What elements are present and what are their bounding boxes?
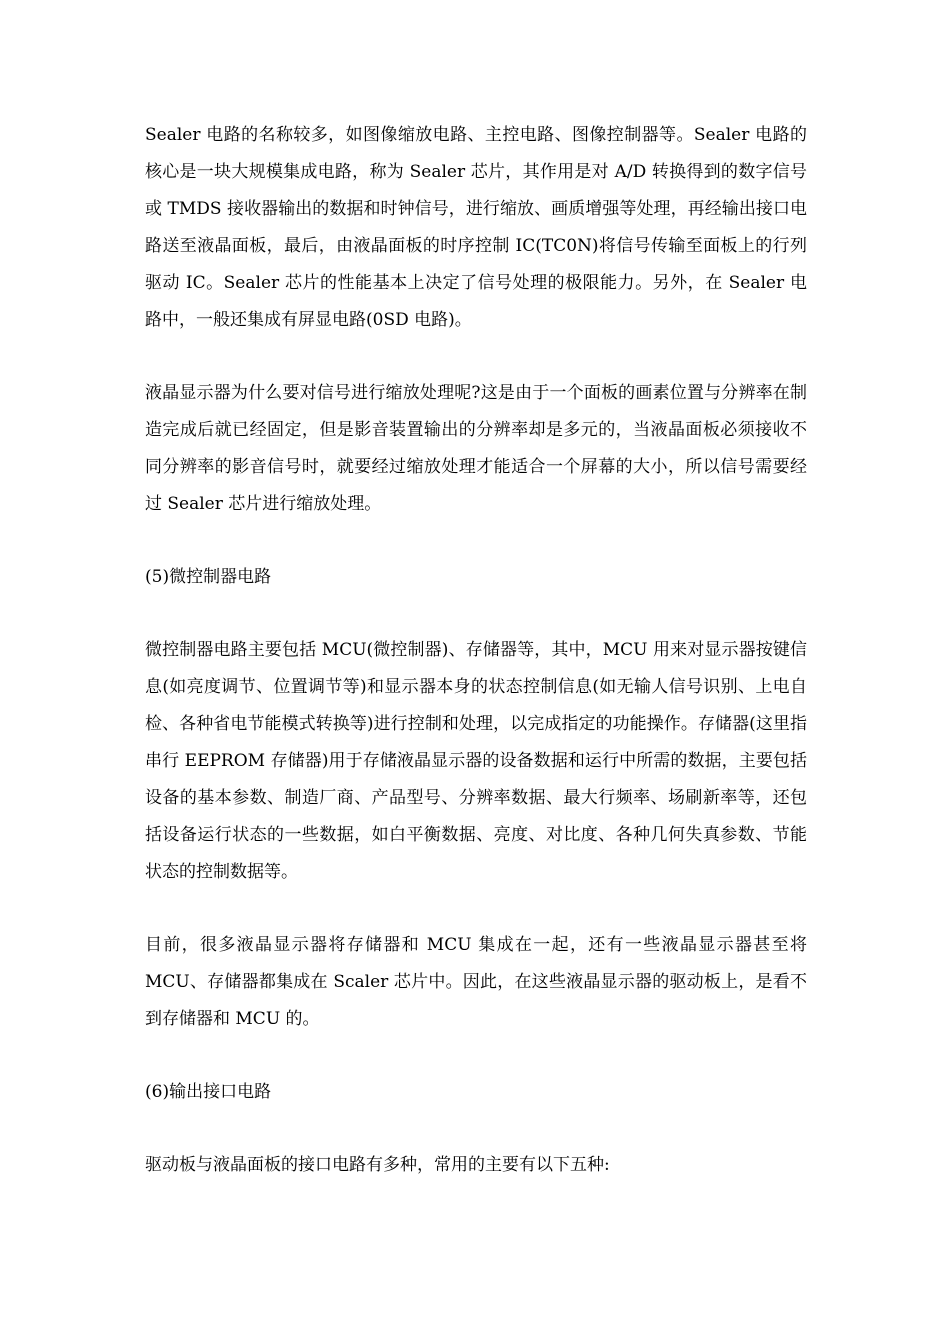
paragraph-scaler-intro: Sealer 电路的名称较多，如图像缩放电路、主控电路、图像控制器等。Sealer 电路的核心是一块大规模集成电路，称为 Sealer 芯片，其作用是对 A/D 转换得到的数字信号或 TMDS 接收器输出的数据和时钟信号，进行缩放、画质增强等处理，再经输出接口电路送至液晶面板，最后，由液晶面板的时序控制 IC(TC0N)将信号传输至面板上的行列驱动 IC。Sealer 芯片的性能基本上决定了信号处理的极限能力。另外，在 Sealer 电路中，一般还集成有屏显电路(0SD 电路)。: [145, 125, 807, 330]
paragraph-scaling-reason: 液晶显示器为什么要对信号进行缩放处理呢?这是由于一个面板的画素位置与分辨率在制造完成后就已经固定，但是影音装置输出的分辨率却是多元的，当液晶面板必须接收不同分辨率的影音信号时，就要经过缩放处理才能适合一个屏幕的大小，所以信号需要经过 Sealer 芯片进行缩放处理。: [145, 383, 807, 514]
paragraph-mcu-integration: 目前，很多液晶显示器将存储器和 MCU 集成在一起，还有一些液晶显示器甚至将 MCU、存储器都集成在 Scaler 芯片中。因此，在这些液晶显示器的驱动板上，是看不到存储器和 MCU 的。: [145, 935, 807, 1029]
section-heading-output-interface: (6)输出接口电路: [145, 1082, 272, 1102]
paragraph-interface-types: 驱动板与液晶面板的接口电路有多种，常用的主要有以下五种:: [145, 1155, 610, 1175]
document-body: [145, 117, 807, 1184]
section-heading-mcu-circuit: (5)微控制器电路: [145, 567, 272, 587]
paragraph-mcu-description: 微控制器电路主要包括 MCU(微控制器)、存储器等，其中，MCU 用来对显示器按键信息(如亮度调节、位置调节等)和显示器本身的状态控制信息(如无输人信号识别、上电自检、各种省电节能模式转换等)进行控制和处理，以完成指定的功能操作。存储器(这里指串行 EEPROM 存储器)用于存储液晶显示器的设备数据和运行中所需的数据，主要包括设备的基本参数、制造厂商、产品型号、分辨率数据、最大行频率、场刷新率等，还包括设备运行状态的一些数据，如白平衡数据、亮度、对比度、各种几何失真参数、节能状态的控制数据等。: [145, 640, 807, 882]
